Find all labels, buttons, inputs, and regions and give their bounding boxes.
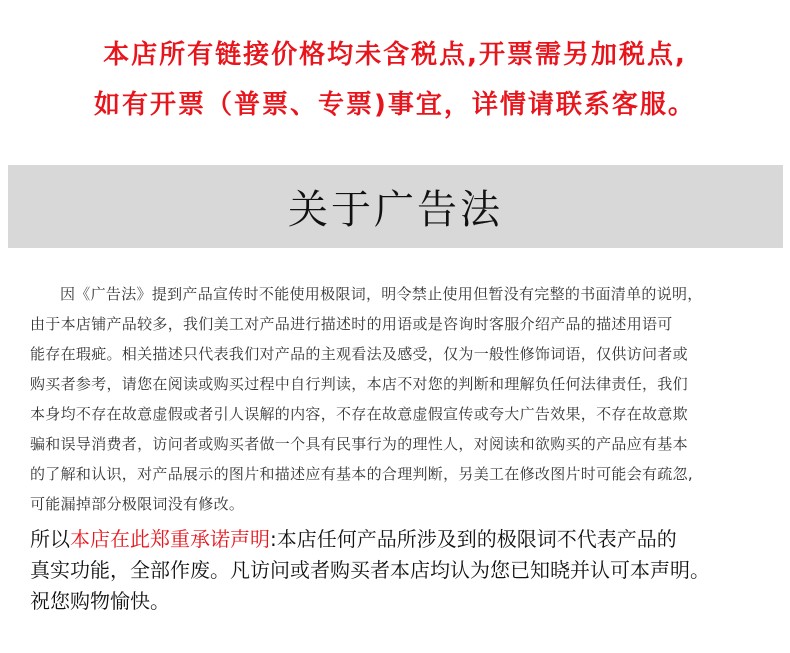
- statement-line-1-rest: :本店任何产品所涉及到的极限词不代表产品的: [270, 527, 677, 551]
- disclaimer-line: 能存在瑕疵。相关描述只代表我们对产品的主观看法及感受，仅为一般性修饰词语，仅供访问者或: [30, 345, 688, 363]
- statement-highlight: 本店在此郑重承诺声明: [70, 527, 270, 551]
- statement-line-3: 祝您购物愉快。: [30, 589, 170, 613]
- page-title: 关于广告法: [288, 187, 503, 233]
- statement-line-1: [30, 524, 775, 555]
- tax-notice-line-1: 本店所有链接价格均未含税点,开票需另加税点,: [103, 40, 687, 70]
- disclaimer-line: 可能漏掉部分极限词没有修改。: [30, 495, 245, 513]
- disclaimer-line: 由于本店铺产品较多，我们美工对产品进行描述时的用语或是咨询时客服介绍产品的描述用语可: [30, 315, 673, 333]
- title-banner: [8, 165, 783, 248]
- disclaimer-line: 本身均不存在故意虚假或者引人误解的内容，不存在故意虚假宣传或夸大广告效果，不存在故意欺: [30, 405, 688, 423]
- disclaimer-line: 购买者参考，请您在阅读或购买过程中自行判读，本店不对您的判断和理解负任何法律责任，我们: [30, 375, 688, 393]
- disclaimer-line: 因《广告法》提到产品宣传时不能使用极限词，明令禁止使用但暂没有完整的书面清单的说明，: [60, 285, 703, 303]
- statement-block: [30, 524, 775, 617]
- disclaimer-line: 的了解和认识，对产品展示的图片和描述应有基本的合理判断，另美工在修改图片时可能会有疏忽,: [30, 465, 693, 483]
- tax-notice-line-2: 如有开票（普票、专票)事宜，详情请联系客服。: [94, 90, 696, 120]
- statement-prefix: 所以: [30, 527, 70, 551]
- tax-notice: [0, 30, 790, 130]
- disclaimer-paragraph: [30, 279, 775, 519]
- disclaimer-line: 骗和误导消费者，访问者或购买者做一个具有民事行为的理性人，对阅读和欲购买的产品应有基本: [30, 435, 688, 453]
- statement-line-2: 真实功能，全部作废。凡访问或者购买者本店均认为您已知晓并认可本声明。: [30, 558, 710, 582]
